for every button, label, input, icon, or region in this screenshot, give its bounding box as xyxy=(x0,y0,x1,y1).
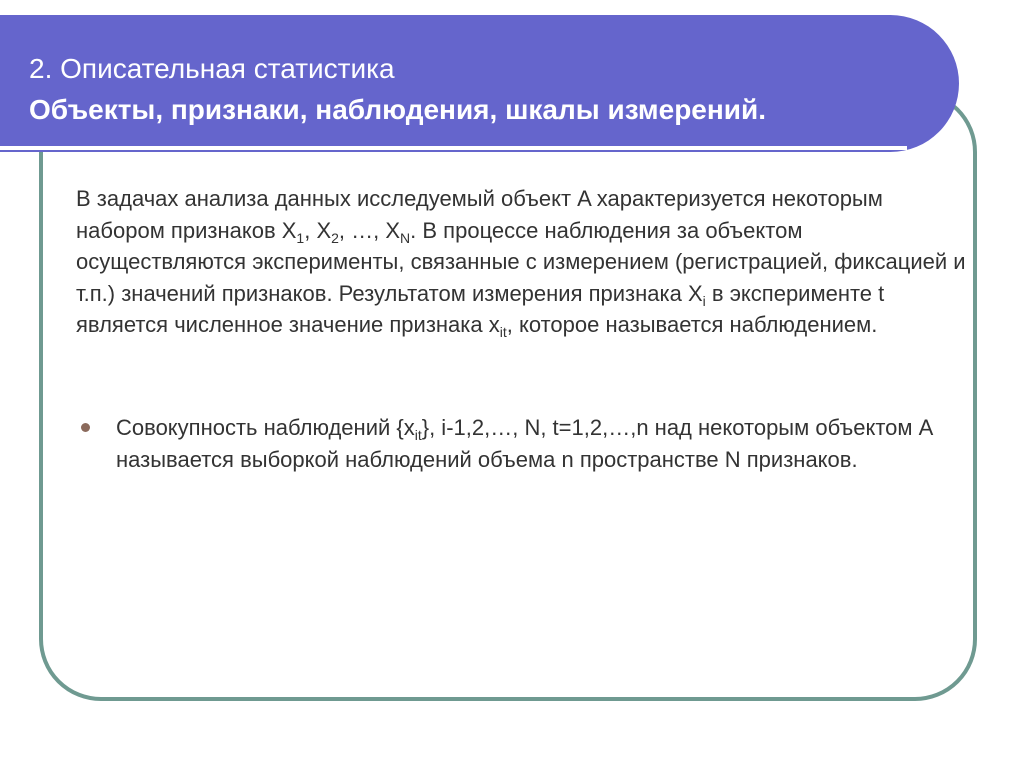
bullet-text-2: }, i-1,2,…, N, t=1,2,…,n над некоторым объектом A называется выборкой наблюдений объема n пространстве N признаков. xyxy=(116,415,933,472)
bullet-text-1: Совокупность наблюдений {x xyxy=(116,415,415,440)
paragraph-text-1: В задачах анализа данных исследуемый объект A характеризуется некоторым набором признаков X xyxy=(76,186,883,243)
paragraph-text-5: в эксперименте t является численное значение признака x xyxy=(76,280,885,337)
content-frame xyxy=(39,90,977,701)
slide-subtitle: Объекты, признаки, наблюдения, шкалы измерений. xyxy=(29,94,766,125)
subscript-1: 1 xyxy=(296,229,305,246)
bullet-dot-icon xyxy=(81,423,90,432)
subscript-n: N xyxy=(400,229,411,246)
subscript-2: 2 xyxy=(331,229,339,246)
bullet-item xyxy=(116,412,966,475)
body-paragraph xyxy=(76,183,966,341)
subscript-it: it xyxy=(499,324,507,340)
subscript-i: i xyxy=(702,292,706,309)
paragraph-text-4: . В процессе наблюдения за объектом осуществляются эксперименты, связанные с измерением (регистрацией, фиксацией и т.п.) значений признаков. Результатом измерения признака X xyxy=(76,217,966,306)
paragraph-text-2: , X xyxy=(304,217,332,243)
bullet-subscript-it: it xyxy=(414,427,422,443)
title-banner xyxy=(0,15,959,152)
header-divider xyxy=(0,146,907,150)
slide-title: 2. Описательная статистика xyxy=(29,53,395,84)
paragraph-text-3: , …, X xyxy=(338,217,401,243)
paragraph-text-6: , которое называется наблюдением. xyxy=(506,312,878,337)
